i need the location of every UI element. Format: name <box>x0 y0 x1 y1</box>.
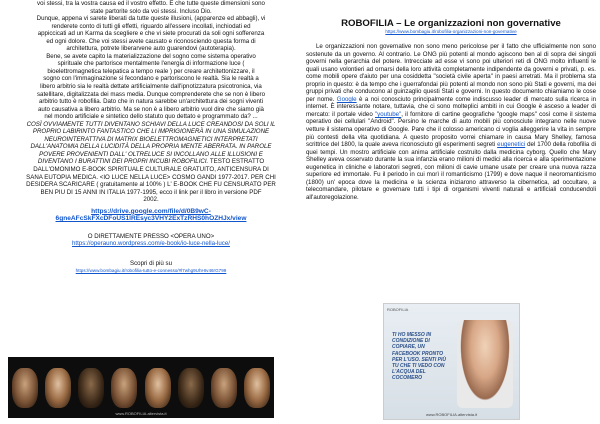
paragraph-3: , il fornitore di cartine geografiche "google maps" così come il sistema operativo dei cellulari "Android". Persino le marche di auto mobili più conosciute integrano nelle nuove vetture il sistema operativo di Google. Pare che il colosso americano ci voglia alleggerire la vita in sempre più contesti della vita quotidiana. A questo proposito vorrei chiamare in causa Mary Shelley, famosa scrittrice del 1800, la quale aveva riconosciuto gli esperimenti segreti <box>306 110 596 149</box>
text-line: bioelettromagnetica telepatica a tempo reale ) per creare architettonizzare, il <box>47 67 255 75</box>
caps-text: NEUROINTERATTIVA DI MATRIX BIOELETTROMAGNETICI INTERPRETATI <box>44 135 258 143</box>
face-image <box>244 368 270 408</box>
text-line: appiccicati ad un Karma da scegliere e che vi siete procurati da soli ogni sofferenza <box>37 30 265 38</box>
eugenetici-link[interactable]: eugenetici <box>497 141 526 149</box>
caps-text: POVERE PROVENIENTI DALL' OLTRELUCE SI INCOLLANO ALLE ILLUSIONI E <box>39 150 263 158</box>
face-image <box>111 368 137 408</box>
operauno-link[interactable]: https://operauno.wordpress.com/e-book/io-luce-nella-luce/ <box>71 240 231 248</box>
caps-text: COSÌ OVVIAMENTE TUTTI DIVENTANO SCHIAVI DELLA LUCE CREANDOSI DA SOLI IL <box>26 120 276 128</box>
face-image <box>12 368 38 408</box>
google-link[interactable]: Google <box>336 95 357 103</box>
text-line: DESIDERA SCARICARE ( gratuitamente al 100% ) L' E-BOOK CHE FU CENSURATO PER <box>26 181 276 189</box>
article-title: ROBOFILIA – Le organizzazioni non governative <box>341 18 561 29</box>
paragraph-1: Le organizzazioni non governative non sono meno pericolose per il fatto che ufficialmente non sono sostenute da un governo. Al contrario. Le ONG più potenti al mondo agiscono ben al di sopra dei singoli governi nella gerarchia del potere. Intrecciate ad esse vi sono poi ulteriori reti di ONG molto influenti le quali usano volontieri ad ornarsi della loro attività completamente indipendente da governi e privati, p. es. come mobili opere d'aiuto per una cosiddetta "società civile aperta" in paesi arretrati. Ma il problema sta proprio in questo: è da tempo che i guerrafondai più potenti al mondo non sono più Stati e governi, ma dei gruppi privati che conducono al guinzaglio questi Stati e governi. In questo documento chiamiamo le cose per nome. <box>306 43 596 103</box>
text-line: voi stessi, tra la vostra causa ed il vostro effetto. E che tutte queste dimensioni sono <box>37 0 265 7</box>
face-image <box>178 368 204 408</box>
scopri-link[interactable]: https://www.bombagiu.it/robofilia-tutto-e-connesso/#l7whg9UhHIv46rG799 <box>75 267 227 273</box>
left-column <box>6 0 296 274</box>
text-line: renderete conto di tutti gli effetti, riguardo all'essere incollati, inchiodati ed <box>51 22 251 30</box>
image-footer: www.ROBOFILIA.altervista.it <box>425 412 478 417</box>
text-line: arbitrio tutto è robofilia. Dato che in natura sarebbe un'architettura dei sogni viventi <box>38 98 264 106</box>
banner-caption: www.ROBOFILIA.altervista.it <box>115 411 167 416</box>
article-body <box>306 43 596 201</box>
drive-link-line-2[interactable]: 6gneAFcSkFXcDFoUS1lREsyc3VHY2ExTzRHS0hOZHJx/view <box>55 215 247 223</box>
image-quote: TI HO MESSO IN CONDIZIONE DI COPIARE, UN FACEBOOK PRONTO PER L'USO. SENTI PIÙ TU CHE TI VEDO CON L'ACQUA DEL COCOMERO <box>392 332 446 382</box>
scopri-label: Scopri di più su <box>130 259 172 267</box>
text-line: sogno con l'immaginazione si fecondano e partoriscono le realtà. Sia le realtà a <box>43 75 259 83</box>
person-photo <box>457 320 513 408</box>
face-image <box>145 368 171 408</box>
text-line: 2002. <box>143 196 159 204</box>
caps-line <box>6 151 296 159</box>
text-line: DALL'OMONIMO E-BOOK SPIRITUALE CULTURALE GRATUITO, ANTICENSURA DI <box>33 166 269 174</box>
left-intro-text <box>6 0 296 121</box>
paragraph-4: del 1700 della robofilia di quei tempi. Un mostro artificiale con anima artificiale costruito dalla medicina cyborg. Quello che Mary Shelley aveva osservato durante la sua infanzia erano milioni di medici alla ricerca e alla sperimentazione eugenetica in cliniche e laboratori segreti, con milioni di cavie umane usate per creare una nuova razza superiore ed immortale. Fu il periodo in cui morì il romanticismo (1799) e dove naque il neoromanticismo (1800) un' epoca dove la medicina e la scienza iniziarono attraverso la cibernetica, ad occultare, a telecomandare, pilotare e governare tutti i tipi di organismi viventi naturali e artificiali conducendoli all'autoregolazione. <box>306 141 596 201</box>
caps-tail: TESTO ESTRATTO <box>208 158 265 166</box>
caps-line <box>6 121 296 129</box>
caps-text: PROPRIO LABIRINTO FANTASTICO CHE LI IMPRIGIONERÀ IN UNA SIMULAZIONE <box>32 128 270 136</box>
text-line: auto causativa a libero arbitrio. Ma se non è a libero arbitrio vuol dire che siamo già <box>38 105 264 113</box>
text-line: ed ogni dolore. Che voi stessi avete causato e riconosciendo questa forma di <box>46 37 256 45</box>
face-image <box>78 368 104 408</box>
text-line: spirituale che partorisce mentalmente l'energia di informazione luce ( <box>57 60 245 68</box>
caps-line <box>6 136 296 144</box>
diretta-label: O DIRETTAMENTE PRESSO <OPERA UNO> <box>87 232 215 240</box>
caps-text: DIVENTANO I BURATTINI DEI PROPRI INCUBI ROBOFILICI. <box>37 158 209 166</box>
paragraph-2: è a noi conosciuto principalmente come indiscusso leader di mercato sulla ricerca in internet. È interessante notare, tuttavia, che ci sono molteplici ambiti in cui Google è asceso a leader di mercato: il portale video <box>306 95 596 118</box>
text-line: nel mondo artificiale e sintetico dello statuto quo dettato e programmato da? ... <box>44 113 258 121</box>
right-column <box>306 0 596 201</box>
text-line: Dunque, appena vi sarete liberati da tutte queste illusioni, (apparenze ed abbagli), vi <box>36 15 266 23</box>
robofilia-meme-image <box>383 303 520 420</box>
text-line: libero arbitrio sia le realtà dettate artificialmente dall'ipnotizzatura psicotronica, via <box>40 83 262 91</box>
text-line: architettura, potrete liberarvene auto guarendovi (autoterapia). <box>66 45 236 53</box>
text-line: state partorite solo da voi stessi. Incluso Dio. <box>90 7 212 15</box>
caps-line <box>6 143 296 151</box>
caps-text: DALL'ANATOMIA DELLA LUCIDITÀ DELLA PROPRIA MENTE ABERRATA. IN PAROLE <box>30 143 272 151</box>
face-image <box>211 368 237 408</box>
text-line: BEN PIU DI 15 ANNI IN ITALIA 1977-1995, ecco il link per il libro in versione PDF <box>40 188 262 196</box>
text-line: Bene, se avete capito la materializzazione del sogno come sistema operativo <box>46 52 256 60</box>
text-line: SANA EUTOPIA MEDICA. <IO LUCE NELLA LUCE> COSMO GANDI 1977-2017. PER CHI <box>26 173 276 181</box>
caps-line <box>6 158 296 166</box>
image-brand: ROBOFILIA <box>387 307 409 312</box>
face-image <box>45 368 71 408</box>
ebook-description <box>6 166 296 204</box>
article-source-link[interactable]: https://www.bombagiu.it/robofilia-organizzazioni-non-governative <box>385 29 517 34</box>
youtube-link[interactable]: "youtube" <box>375 110 402 118</box>
caps-quote <box>6 121 296 166</box>
drive-link-line-1[interactable]: https://drive.google.com/file/d/0B9wC- <box>91 207 211 215</box>
faces-banner-image <box>8 357 274 418</box>
caps-line <box>6 128 296 136</box>
text-line: satellitare, digitalizzata dei mass media. Dunque comprenderete che se non è libero <box>36 90 265 98</box>
